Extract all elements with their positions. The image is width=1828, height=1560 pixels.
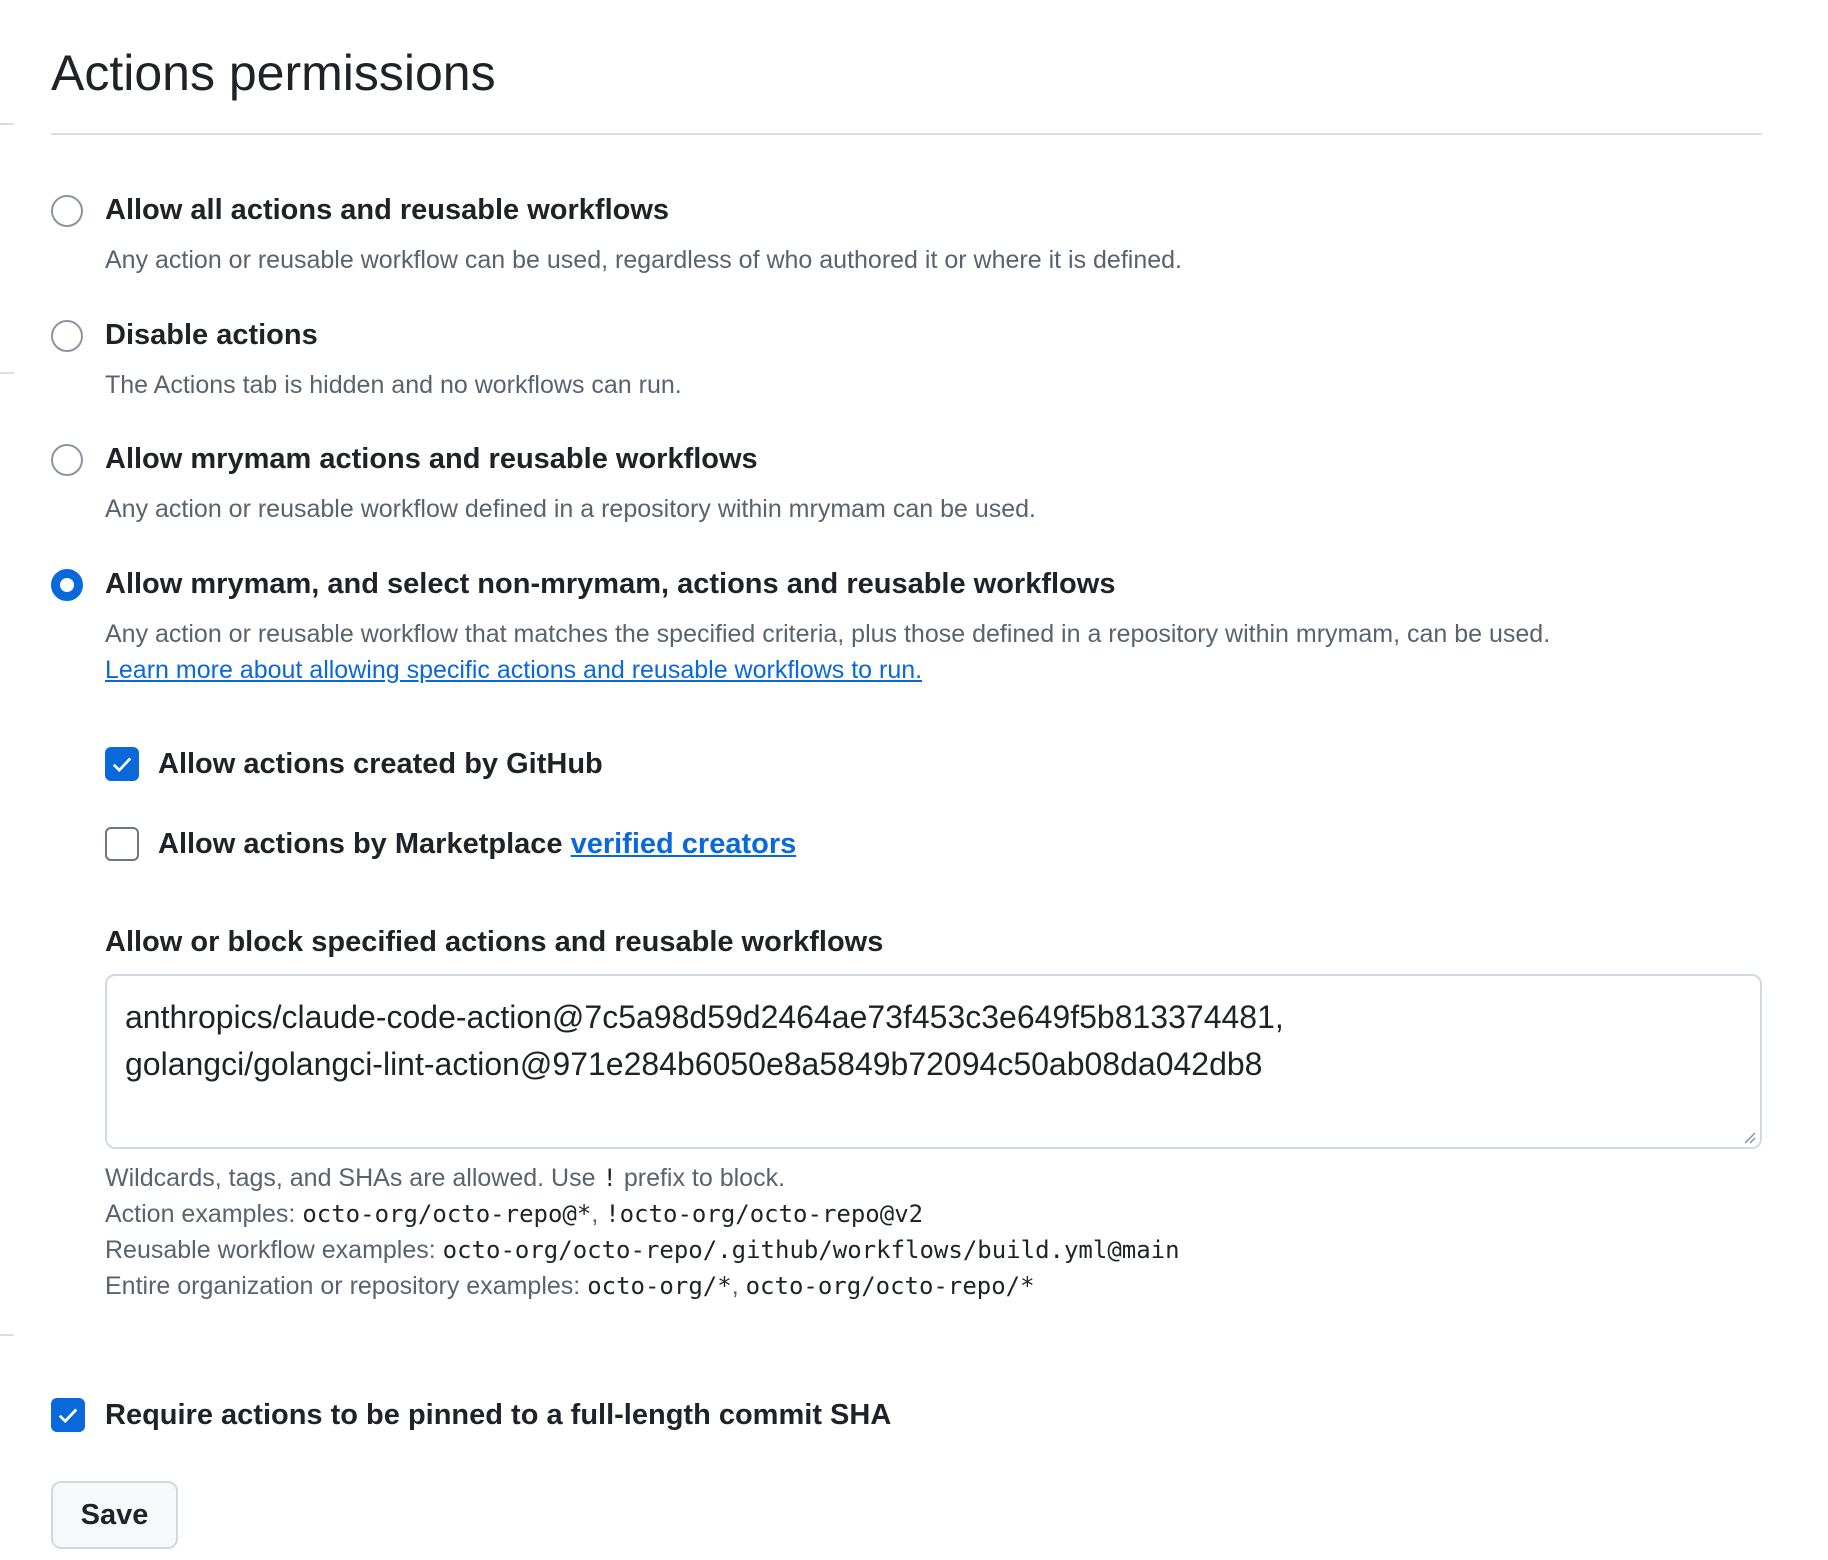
checkmark-icon — [57, 1404, 79, 1426]
save-button[interactable]: Save — [51, 1481, 178, 1549]
help-line-action-examples — [105, 1200, 923, 1229]
checkbox-label-marketplace[interactable] — [158, 828, 796, 861]
allowlist-textarea[interactable]: anthropics/claude-code-action@7c5a98d59d2464ae73f453c3e649f5b813374481, golangci/golangci-lint-action@971e284b6050e8a5849b72094c50ab08da042db8 — [105, 974, 1762, 1149]
allowlist-heading: Allow or block specified actions and reusable workflows — [105, 926, 884, 958]
help-text: Reusable workflow examples: — [105, 1236, 443, 1264]
learn-more-link[interactable]: Learn more about allowing specific actions and reusable workflows to run. — [105, 656, 923, 684]
radio-label-allow-org[interactable]: Allow mrymam actions and reusable workflows — [105, 443, 758, 475]
sidebar-edge-divider — [0, 372, 14, 374]
help-code: octo-org/octo-repo/.github/workflows/build.yml@main — [442, 1236, 1180, 1264]
radio-description: Any action or reusable workflow can be used, regardless of who authored it or where it is defined. — [105, 246, 1182, 274]
help-text: , — [731, 1272, 746, 1300]
radio-allow-all[interactable] — [51, 195, 83, 227]
sidebar-edge-divider — [0, 1334, 14, 1336]
radio-label-allow-all[interactable]: Allow all actions and reusable workflows — [105, 194, 670, 226]
radio-label-allow-org-and-select[interactable]: Allow mrymam, and select non-mrymam, actions and reusable workflows — [105, 568, 1116, 600]
help-text: Wildcards, tags, and SHAs are allowed. Use — [105, 1164, 603, 1192]
help-line-reusable-examples — [105, 1236, 1180, 1265]
help-line-entire-examples — [105, 1272, 1035, 1301]
marketplace-label-text: Allow actions by Marketplace — [158, 828, 571, 860]
verified-creators-link[interactable]: verified creators — [570, 828, 797, 860]
help-code: octo-org/* — [587, 1272, 732, 1300]
help-text: prefix to block. — [616, 1164, 786, 1192]
page-title: Actions permissions — [51, 45, 496, 101]
help-text: Action examples: — [105, 1200, 303, 1228]
radio-allow-org-and-select[interactable] — [51, 569, 83, 601]
radio-description: Any action or reusable workflow defined in a repository within mrymam can be used. — [105, 495, 1036, 523]
radio-description: The Actions tab is hidden and no workflows can run. — [105, 371, 682, 399]
help-text: Entire organization or repository examples: — [105, 1272, 588, 1300]
radio-disable-actions[interactable] — [51, 320, 83, 352]
checkbox-marketplace-verified[interactable] — [105, 827, 139, 861]
radio-label-disable-actions[interactable]: Disable actions — [105, 319, 318, 351]
help-code: octo-org/octo-repo@* — [302, 1200, 592, 1228]
checkmark-icon — [111, 753, 133, 775]
help-line-wildcards — [105, 1164, 785, 1193]
title-divider — [51, 133, 1762, 135]
radio-allow-org[interactable] — [51, 444, 83, 476]
help-code: ! — [602, 1164, 617, 1192]
help-text: , — [591, 1200, 606, 1228]
help-code: !octo-org/octo-repo@v2 — [605, 1200, 924, 1228]
resize-grip-icon[interactable] — [1742, 1130, 1756, 1144]
checkbox-github-actions[interactable] — [105, 747, 139, 781]
checkbox-require-sha[interactable] — [51, 1398, 85, 1432]
help-code: octo-org/octo-repo/* — [745, 1272, 1035, 1300]
sidebar-edge-divider — [0, 123, 14, 125]
radio-description: Any action or reusable workflow that matches the specified criteria, plus those defined in a repository within mrymam, can be used. — [105, 620, 1551, 648]
checkbox-label-require-sha[interactable]: Require actions to be pinned to a full-length commit SHA — [105, 1399, 892, 1431]
checkbox-label-github-actions[interactable]: Allow actions created by GitHub — [158, 748, 603, 780]
